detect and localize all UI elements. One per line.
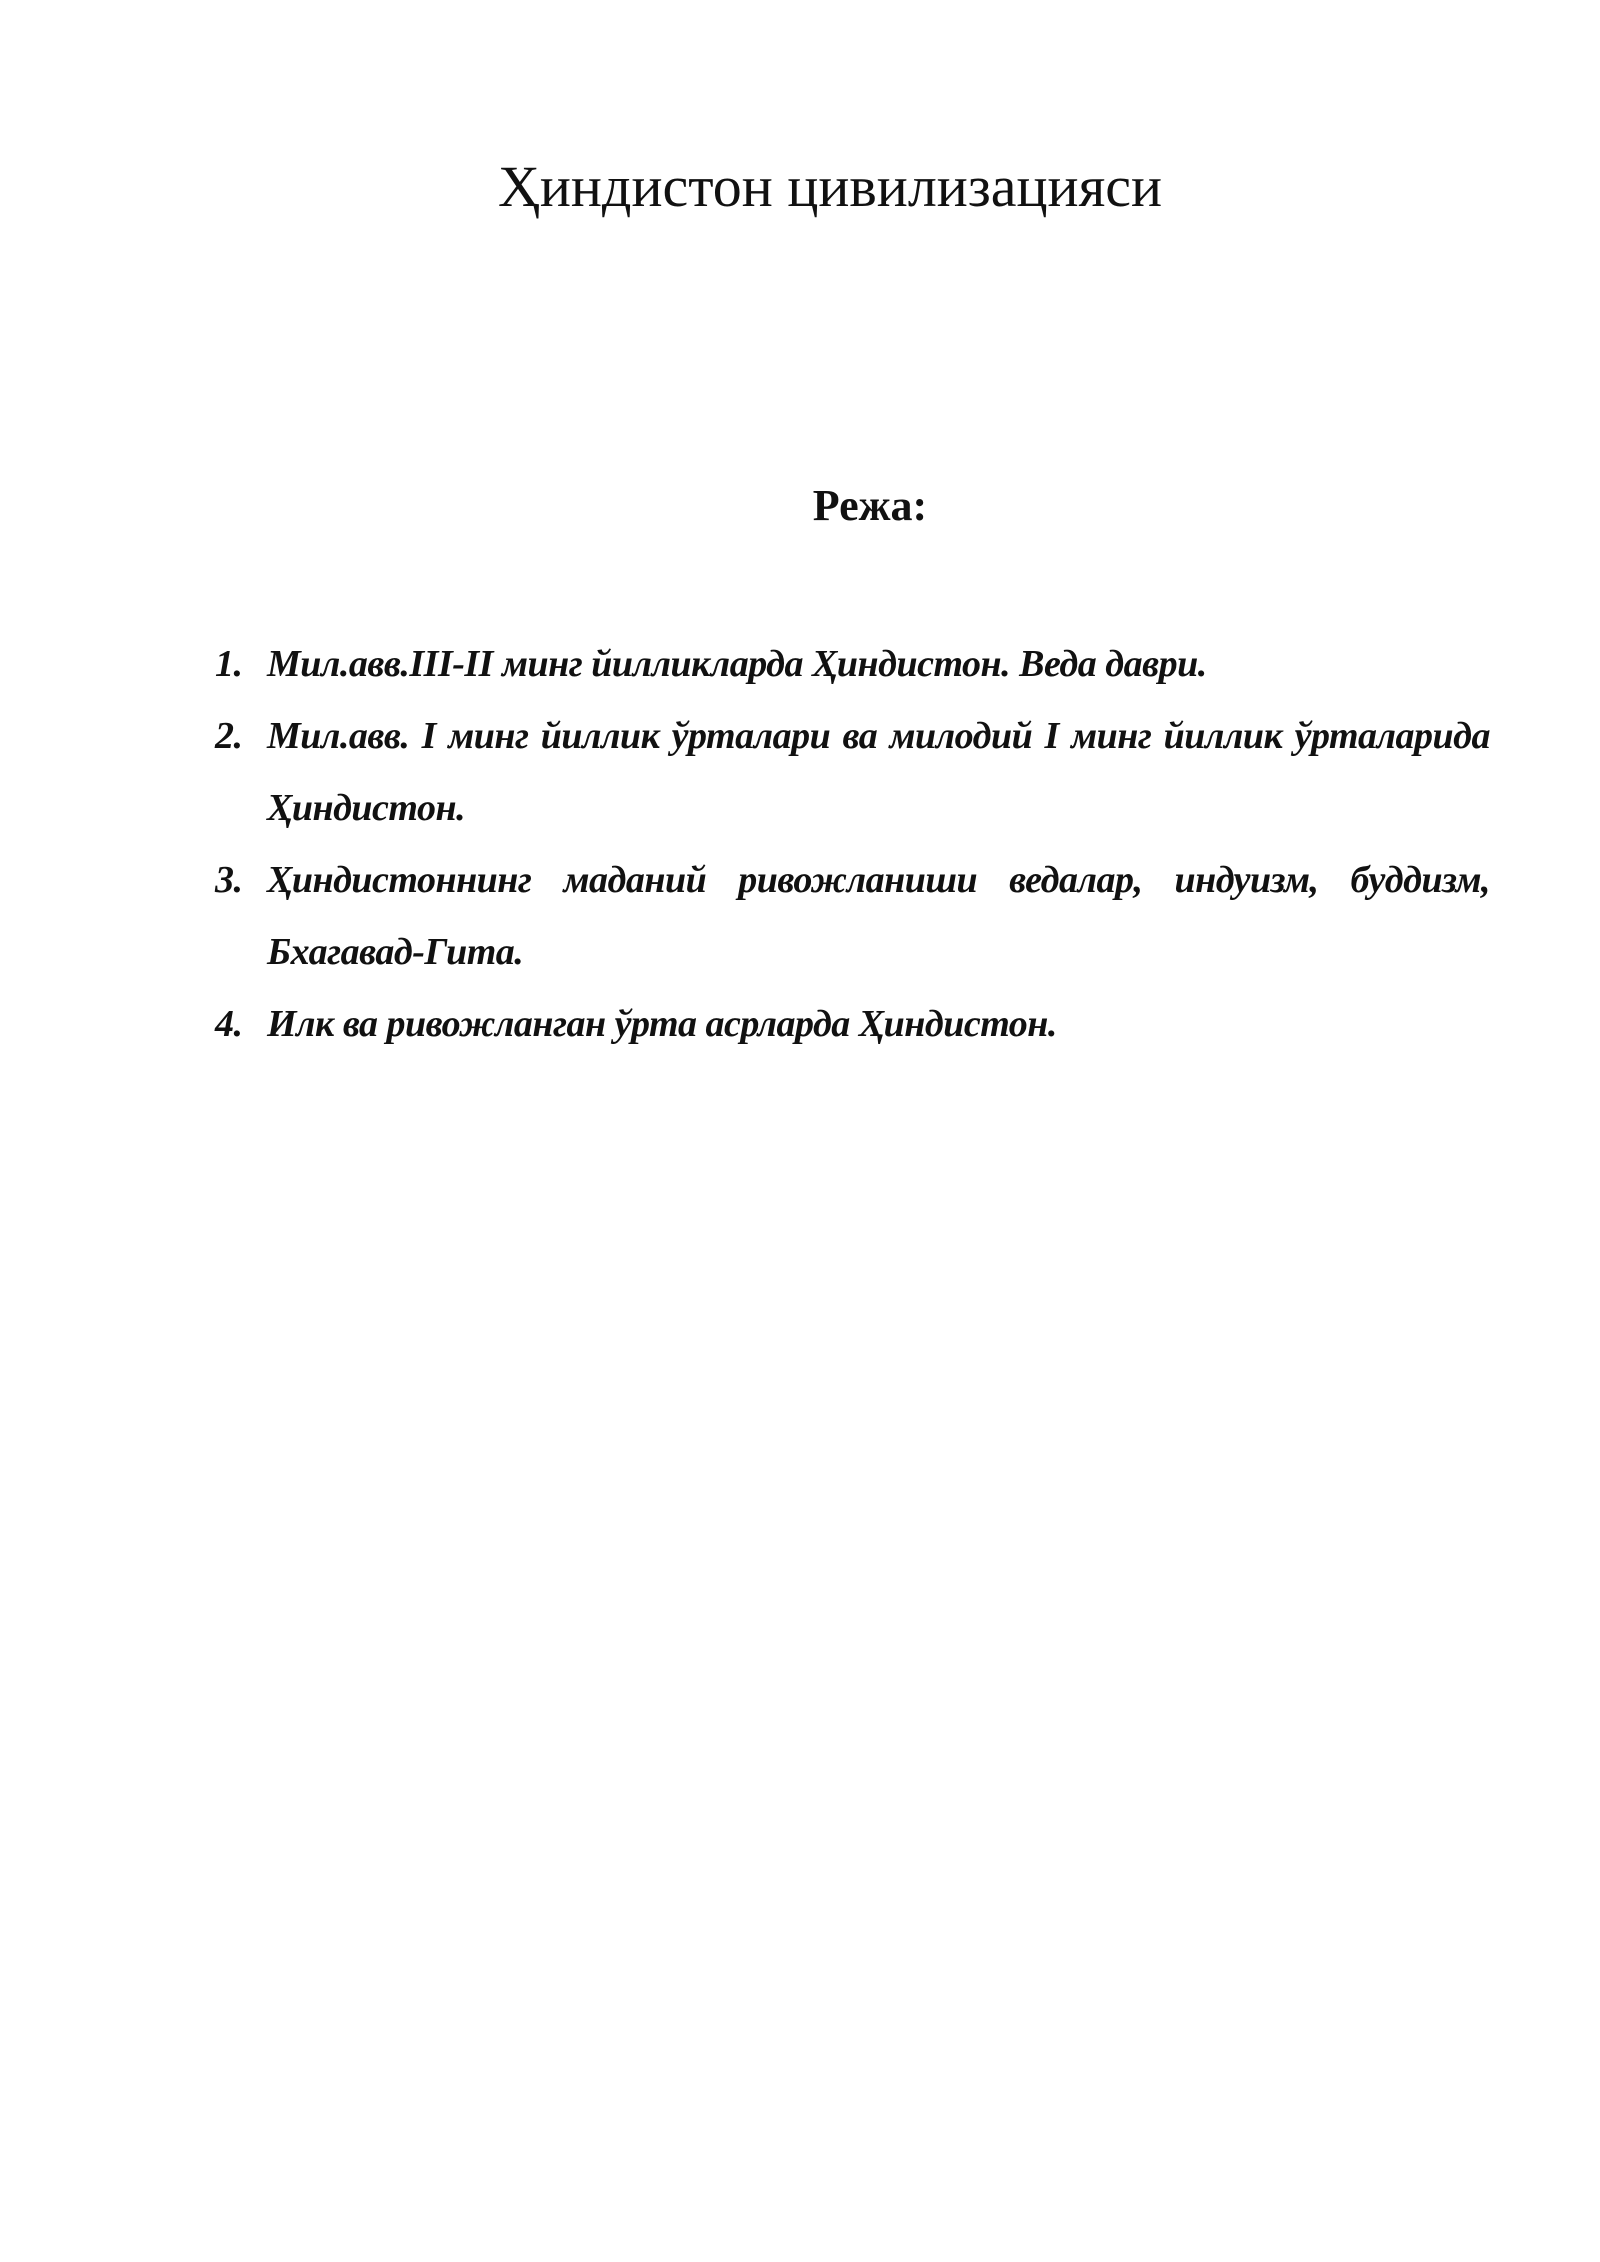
plan-item-number: 3. [215,859,243,901]
plan-item-4 [215,988,1490,1060]
plan-list [215,628,1490,1060]
page-title: Ҳиндистон цивилизацияси [497,154,1163,219]
plan-item-number: 4. [215,1003,243,1045]
plan-item-text: Мил.авв.III-II минг йилликларда Ҳиндистон. Веда даври. [267,643,1207,685]
plan-item-text: Ҳиндистоннинг маданий ривожланиши ведалар, индуизм, буддизм, Бхагавад-Гита. [267,859,1490,973]
plan-item-1 [215,628,1490,700]
plan-item-text: Мил.авв. I минг йиллик ўрталари ва милодий I минг йиллик ўрталарида Ҳиндистон. [267,715,1490,829]
plan-item-text: Илк ва ривожланган ўрта асрларда Ҳиндистон. [267,1003,1057,1045]
plan-item-number: 2. [215,715,243,757]
plan-item-3 [215,844,1490,988]
plan-item-2 [215,700,1490,844]
plan-heading: Режа: [812,481,928,530]
plan-item-number: 1. [215,643,243,685]
